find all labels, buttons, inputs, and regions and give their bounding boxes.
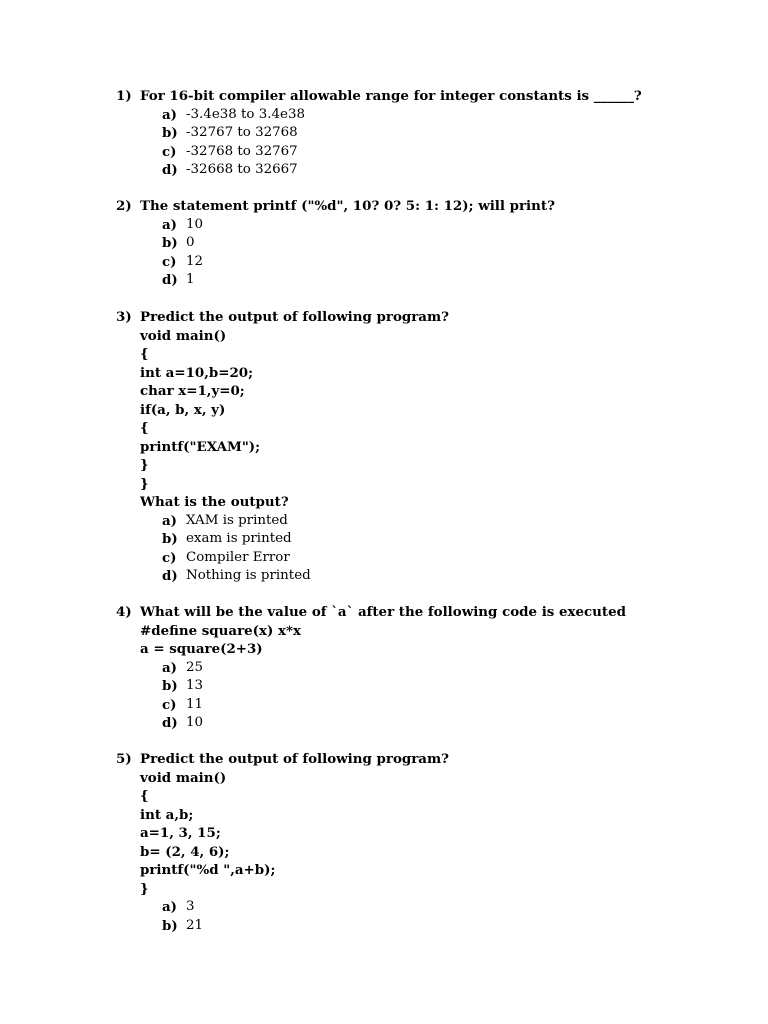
code-line: if(a, b, x, y) xyxy=(140,401,226,418)
option-text: -3.4e38 to 3.4e38 xyxy=(186,106,305,122)
option-d xyxy=(116,567,736,586)
option-c xyxy=(116,253,736,272)
option-d xyxy=(116,714,736,733)
option-label: a) xyxy=(162,106,178,123)
option-text: 21 xyxy=(186,917,204,933)
option-d xyxy=(116,271,736,290)
question-text: What will be the value of `a` after the following code is executed xyxy=(140,604,626,620)
question-1 xyxy=(116,87,736,180)
code-line: } xyxy=(140,475,149,492)
option-label: c) xyxy=(162,253,177,270)
code-line: } xyxy=(140,457,149,473)
question-text: Predict the output of following program? xyxy=(140,309,449,325)
code-line: a=1, 3, 15; xyxy=(140,825,221,841)
code-line: { xyxy=(140,346,149,362)
option-label: b) xyxy=(162,678,178,694)
option-b xyxy=(116,677,736,696)
question-5 xyxy=(116,750,736,935)
option-d xyxy=(116,161,736,180)
code-line: a = square(2+3) xyxy=(140,641,263,657)
option-text: 11 xyxy=(186,696,204,712)
question-number: 4) xyxy=(116,604,132,620)
option-text: -32668 to 32667 xyxy=(186,162,298,177)
option-label: d) xyxy=(162,568,178,584)
option-label: a) xyxy=(162,216,178,233)
option-a xyxy=(116,898,736,917)
option-label: d) xyxy=(162,162,178,178)
question-text: The statement printf ("%d", 10? 0? 5: 1: 12); will print? xyxy=(140,198,555,214)
option-b xyxy=(116,124,736,143)
option-c xyxy=(116,549,736,568)
question-3 xyxy=(116,308,736,586)
option-label: b) xyxy=(162,235,178,251)
code-line: char x=1,y=0; xyxy=(140,383,245,399)
question-2 xyxy=(116,197,736,290)
option-text: 0 xyxy=(186,235,195,250)
code-line: void main() xyxy=(140,327,227,344)
question-text: For 16-bit compiler allowable range for integer constants is ______? xyxy=(140,88,642,104)
option-label: b) xyxy=(162,531,178,547)
option-text: 25 xyxy=(186,659,204,675)
question-number: 5) xyxy=(116,751,132,767)
option-label: b) xyxy=(162,125,178,141)
option-label: c) xyxy=(162,549,177,566)
option-text: 10 xyxy=(186,216,204,232)
option-text: exam is printed xyxy=(186,531,292,546)
option-label: b) xyxy=(162,917,178,934)
code-line: } xyxy=(140,880,149,897)
question-number: 2) xyxy=(116,198,132,214)
option-a xyxy=(116,216,736,235)
option-text: 13 xyxy=(186,678,204,693)
sub-question-text: What is the output? xyxy=(140,494,289,510)
option-c xyxy=(116,696,736,715)
option-text: -32767 to 32768 xyxy=(186,125,298,140)
option-text: 10 xyxy=(186,715,204,730)
option-label: d) xyxy=(162,272,178,288)
option-label: a) xyxy=(162,899,178,915)
option-label: a) xyxy=(162,512,178,529)
code-line: void main() xyxy=(140,769,227,786)
option-text: 12 xyxy=(186,253,204,269)
option-a xyxy=(116,512,736,531)
option-text: 1 xyxy=(186,272,195,287)
option-text: 3 xyxy=(186,899,195,914)
option-text: Compiler Error xyxy=(186,549,290,565)
question-number: 1) xyxy=(116,88,132,104)
question-number: 3) xyxy=(116,309,132,325)
question-text: Predict the output of following program? xyxy=(140,751,449,767)
option-text: XAM is printed xyxy=(186,512,288,528)
option-label: c) xyxy=(162,143,177,160)
option-c xyxy=(116,143,736,162)
option-b xyxy=(116,917,736,936)
option-label: c) xyxy=(162,696,177,713)
code-line: b= (2, 4, 6); xyxy=(140,843,230,860)
option-b xyxy=(116,234,736,253)
option-label: d) xyxy=(162,715,178,731)
option-a xyxy=(116,659,736,678)
option-text: Nothing is printed xyxy=(186,568,311,583)
code-line: printf("%d ",a+b); xyxy=(140,862,276,878)
option-label: a) xyxy=(162,659,178,676)
code-line: #define square(x) x*x xyxy=(140,622,301,639)
option-text: -32768 to 32767 xyxy=(186,143,298,159)
code-line: { xyxy=(140,420,149,436)
question-4 xyxy=(116,603,736,733)
code-line: printf("EXAM"); xyxy=(140,438,261,455)
code-line: { xyxy=(140,788,149,804)
code-line: int a,b; xyxy=(140,806,194,823)
option-a xyxy=(116,106,736,125)
option-b xyxy=(116,530,736,549)
code-line: int a=10,b=20; xyxy=(140,364,254,381)
